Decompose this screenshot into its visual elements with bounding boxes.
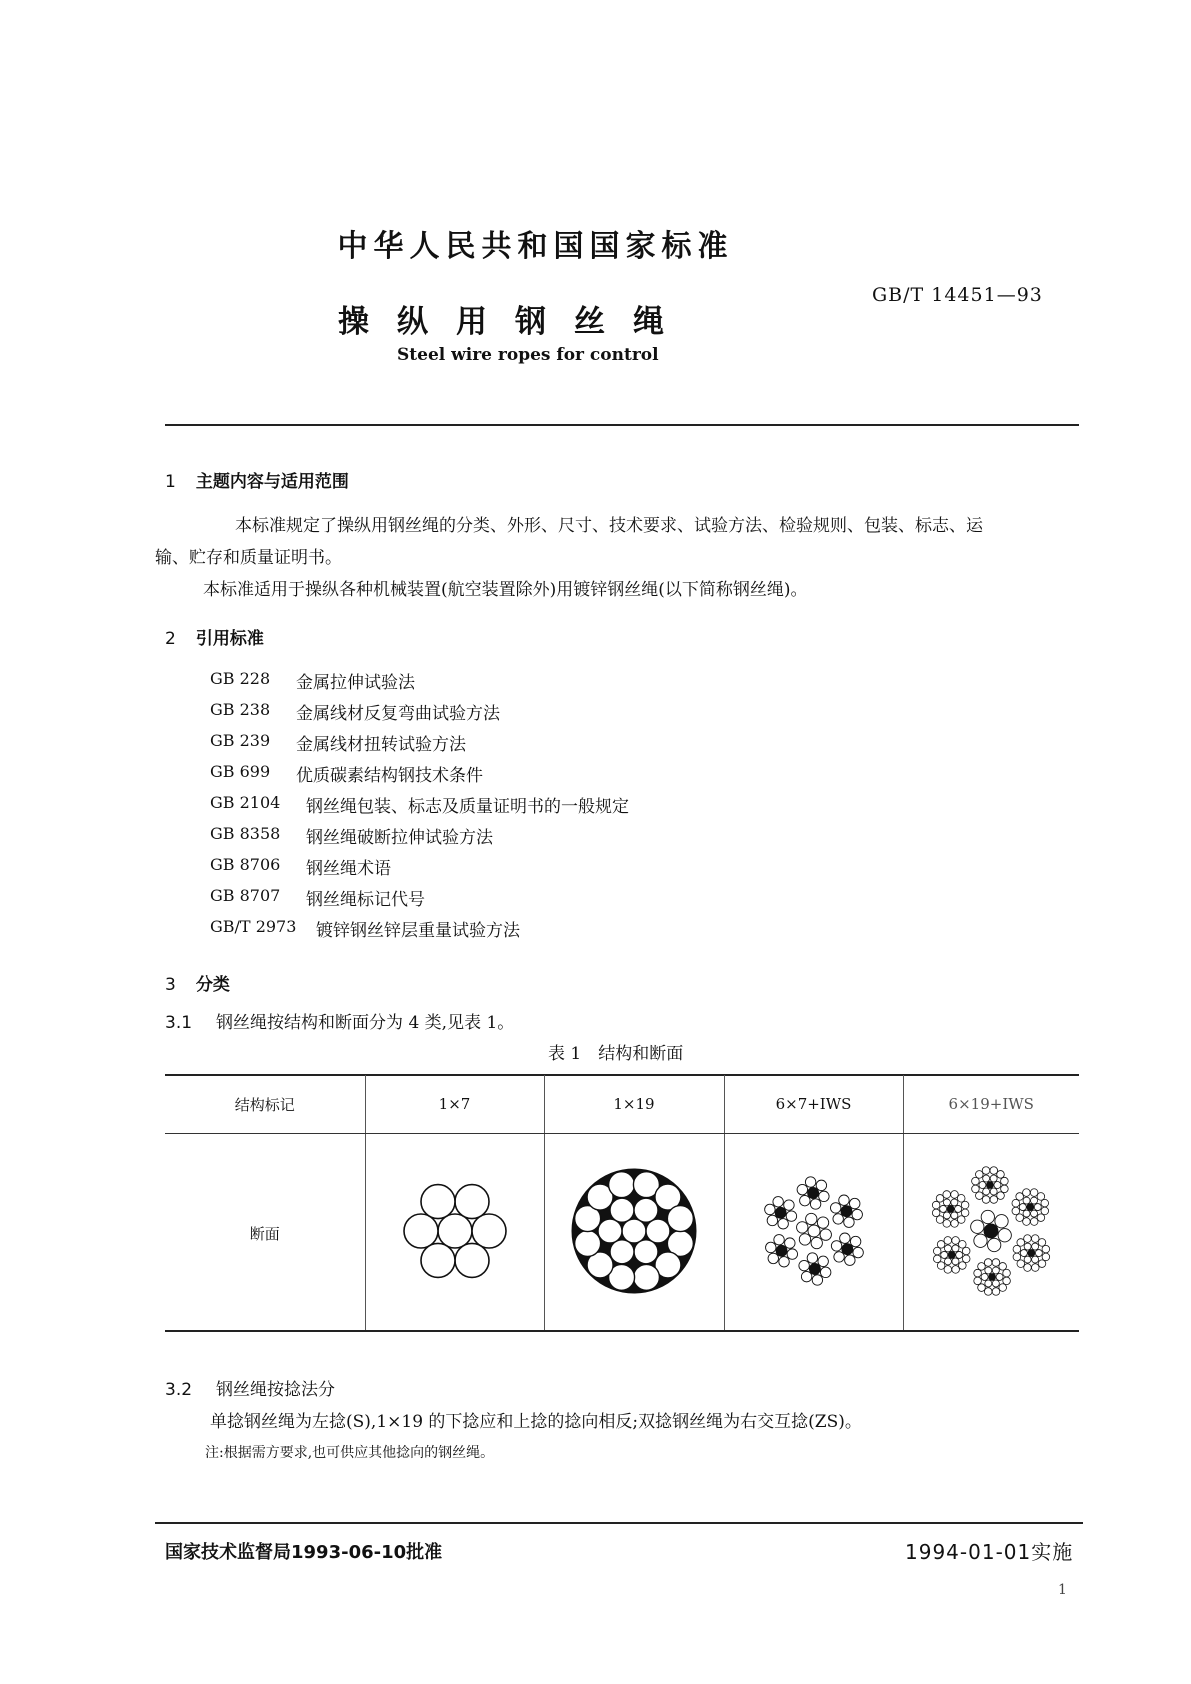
section-number: 1 [165, 472, 176, 492]
reference-code: GB 699 [210, 762, 271, 781]
section-title: 引用标准 [195, 629, 264, 649]
footer-divider [155, 1522, 1083, 1524]
reference-item [210, 855, 391, 879]
document-title-cn: 操纵用钢丝绳 [338, 304, 692, 340]
approval-text: 国家技术监督局1993-06-10批准 [165, 1542, 443, 1563]
reference-title: 钢丝绳包装、标志及质量证明书的一般规定 [306, 797, 629, 817]
cross-section-cell [903, 1134, 1079, 1333]
section-title: 分类 [195, 975, 230, 995]
section-2-heading [165, 624, 264, 649]
reference-title: 镀锌钢丝锌层重量试验方法 [316, 921, 520, 941]
reference-title: 钢丝绳破断拉伸试验方法 [306, 828, 493, 848]
reference-title: 金属线材扭转试验方法 [296, 735, 466, 755]
structure-cell: 1×7 [365, 1075, 544, 1134]
section-title: 主题内容与适用范围 [195, 472, 349, 492]
reference-code: GB 238 [210, 700, 271, 719]
section-1-paragraph-1-line-2: 输、贮存和质量证明书。 [155, 548, 342, 568]
reference-code: GB/T 2973 [210, 917, 297, 936]
row-label-cell: 断面 [249, 1224, 280, 1243]
cross-section-cell [724, 1134, 903, 1333]
structure-cell: 1×19 [544, 1075, 724, 1134]
subsection-number: 3.2 [165, 1380, 193, 1400]
reference-item [210, 731, 466, 755]
subsection-text: 钢丝绳按结构和断面分为 4 类,见表 1。 [216, 1013, 515, 1033]
table-header-row [165, 1075, 1079, 1134]
reference-item [210, 917, 520, 941]
note-text: 注:根据需方要求,也可供应其他捻向的钢丝绳。 [205, 1445, 495, 1461]
table-section-row [165, 1134, 1079, 1333]
header-divider [165, 424, 1079, 426]
structure-cell: 6×19+IWS [903, 1075, 1079, 1134]
reference-code: GB 8706 [210, 855, 281, 874]
reference-item [210, 793, 629, 817]
subsection-3-2 [165, 1375, 335, 1406]
standard-number: GB/T 14451—93 [872, 284, 1043, 306]
reference-code: GB 8358 [210, 824, 281, 843]
implementation-date: 1994-01-01实施 [905, 1540, 1074, 1564]
subsection-3-2-text: 单捻钢丝绳为左捻(S),1×19 的下捻应和上捻的捻向相反;双捻钢丝绳为右交互捻(ZS)。 [210, 1412, 862, 1432]
subsection-3-1 [165, 1008, 514, 1039]
section-number: 3 [165, 975, 176, 995]
cross-section-6x7-iws-diagram [749, 1166, 879, 1296]
reference-item [210, 762, 483, 786]
reference-item [210, 700, 500, 724]
reference-title: 钢丝绳术语 [306, 859, 391, 879]
reference-title: 钢丝绳标记代号 [306, 890, 425, 910]
structure-table [165, 1075, 1079, 1332]
table-caption: 表 1 结构和断面 [548, 1044, 684, 1064]
reference-code: GB 239 [210, 731, 271, 750]
cross-section-1x7-diagram [395, 1171, 515, 1291]
cross-section-cell [365, 1134, 544, 1333]
section-1-heading [165, 467, 349, 492]
structure-cell: 6×7+IWS [724, 1075, 903, 1134]
section-1-paragraph-1-line-1: 本标准规定了操纵用钢丝绳的分类、外形、尺寸、技术要求、试验方法、检验规则、包装、标志、运 [235, 516, 983, 536]
reference-code: GB 228 [210, 669, 271, 688]
header-label-cell: 结构标记 [165, 1075, 365, 1134]
subsection-number: 3.1 [165, 1013, 193, 1033]
section-3-heading [165, 970, 230, 995]
section-number: 2 [165, 629, 176, 649]
document-title-en: Steel wire ropes for control [397, 345, 659, 365]
reference-item [210, 824, 493, 848]
table-bottom-border [165, 1330, 1079, 1332]
cross-section-1x19-diagram [564, 1161, 704, 1301]
reference-item [210, 886, 425, 910]
reference-code: GB 2104 [210, 793, 281, 812]
reference-title: 金属线材反复弯曲试验方法 [296, 704, 500, 724]
national-standard-heading: 中华人民共和国国家标准 [337, 229, 734, 264]
cross-section-cell [544, 1134, 724, 1333]
section-1-paragraph-2: 本标准适用于操纵各种机械装置(航空装置除外)用镀锌钢丝绳(以下简称钢丝绳)。 [203, 580, 808, 600]
reference-title: 金属拉伸试验法 [296, 673, 415, 693]
subsection-heading: 钢丝绳按捻法分 [216, 1380, 336, 1400]
reference-title: 优质碳素结构钢技术条件 [296, 766, 483, 786]
cross-section-6x19-iws-diagram [916, 1156, 1066, 1306]
reference-item [210, 669, 415, 693]
reference-code: GB 8707 [210, 886, 281, 905]
page-number: 1 [1058, 1582, 1067, 1598]
